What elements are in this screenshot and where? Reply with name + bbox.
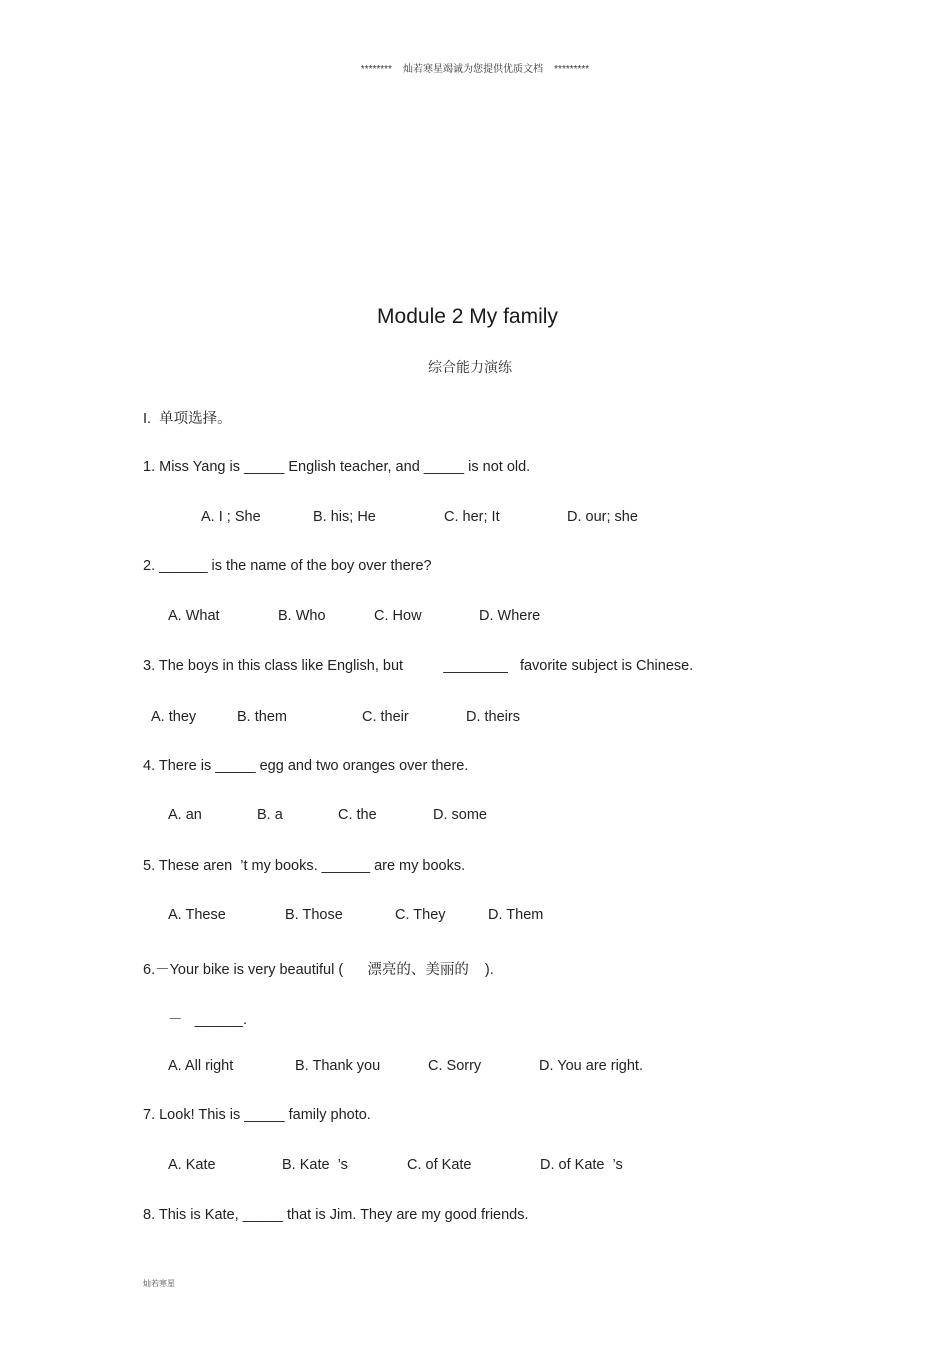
question-6: 6.－Your bike is very beautiful ( 漂亮的、美丽的 ). bbox=[143, 962, 494, 978]
q7-option-c: C. of Kate bbox=[407, 1157, 472, 1173]
q1-option-d: D. our; she bbox=[567, 509, 638, 525]
q5-option-c: C. They bbox=[395, 907, 446, 923]
question-7: 7. Look! This is _____ family photo. bbox=[143, 1107, 371, 1123]
question-3: 3. The boys in this class like English, but ________ favorite subject is Chinese. bbox=[143, 658, 694, 674]
q6-option-a: A. All right bbox=[168, 1058, 234, 1074]
q6-reply: － ______. bbox=[168, 1012, 247, 1028]
page-footer: 灿若寒星 bbox=[143, 1279, 175, 1288]
page-title: Module 2 My family bbox=[377, 305, 558, 328]
q5-option-a: A. These bbox=[168, 907, 226, 923]
q6-option-c: C. Sorry bbox=[428, 1058, 482, 1074]
question-1: 1. Miss Yang is _____ English teacher, and _____ is not old. bbox=[143, 459, 531, 475]
q4-option-b: B. a bbox=[257, 807, 283, 823]
question-8: 8. This is Kate, _____ that is Jim. They are my good friends. bbox=[143, 1207, 529, 1223]
page-subtitle: 综合能力演练 bbox=[428, 359, 512, 375]
q1-option-c: C. her; It bbox=[444, 509, 500, 525]
q2-option-d: D. Where bbox=[479, 608, 541, 624]
q6-option-d: D. You are right. bbox=[539, 1058, 643, 1074]
q2-option-c: C. How bbox=[374, 608, 422, 624]
q4-option-a: A. an bbox=[168, 807, 202, 823]
q4-option-d: D. some bbox=[433, 807, 487, 823]
q7-option-d: D. of Kate ’s bbox=[540, 1157, 623, 1173]
question-2: 2. ______ is the name of the boy over there? bbox=[143, 558, 432, 574]
q1-option-a: A. I ; She bbox=[201, 509, 261, 525]
q1-option-b: B. his; He bbox=[313, 509, 376, 525]
q3-option-d: D. theirs bbox=[466, 709, 520, 725]
page-header: ******** 灿若寒星竭诚为您提供优质文档 ********* bbox=[360, 64, 590, 75]
q7-option-a: A. Kate bbox=[168, 1157, 216, 1173]
q4-option-c: C. the bbox=[338, 807, 377, 823]
q7-option-b: B. Kate ’s bbox=[282, 1157, 348, 1173]
q6-option-b: B. Thank you bbox=[295, 1058, 381, 1074]
q5-option-b: B. Those bbox=[285, 907, 343, 923]
section-heading: I. 单项选择。 bbox=[143, 411, 232, 427]
question-5: 5. These aren ’t my books. ______ are my books. bbox=[143, 858, 466, 874]
q3-option-c: C. their bbox=[362, 709, 409, 725]
q2-option-b: B. Who bbox=[278, 608, 326, 624]
q2-option-a: A. What bbox=[168, 608, 220, 624]
q3-option-a: A. they bbox=[151, 709, 197, 725]
question-4: 4. There is _____ egg and two oranges over there. bbox=[143, 758, 469, 774]
q5-option-d: D. Them bbox=[488, 907, 544, 923]
q3-option-b: B. them bbox=[237, 709, 287, 725]
